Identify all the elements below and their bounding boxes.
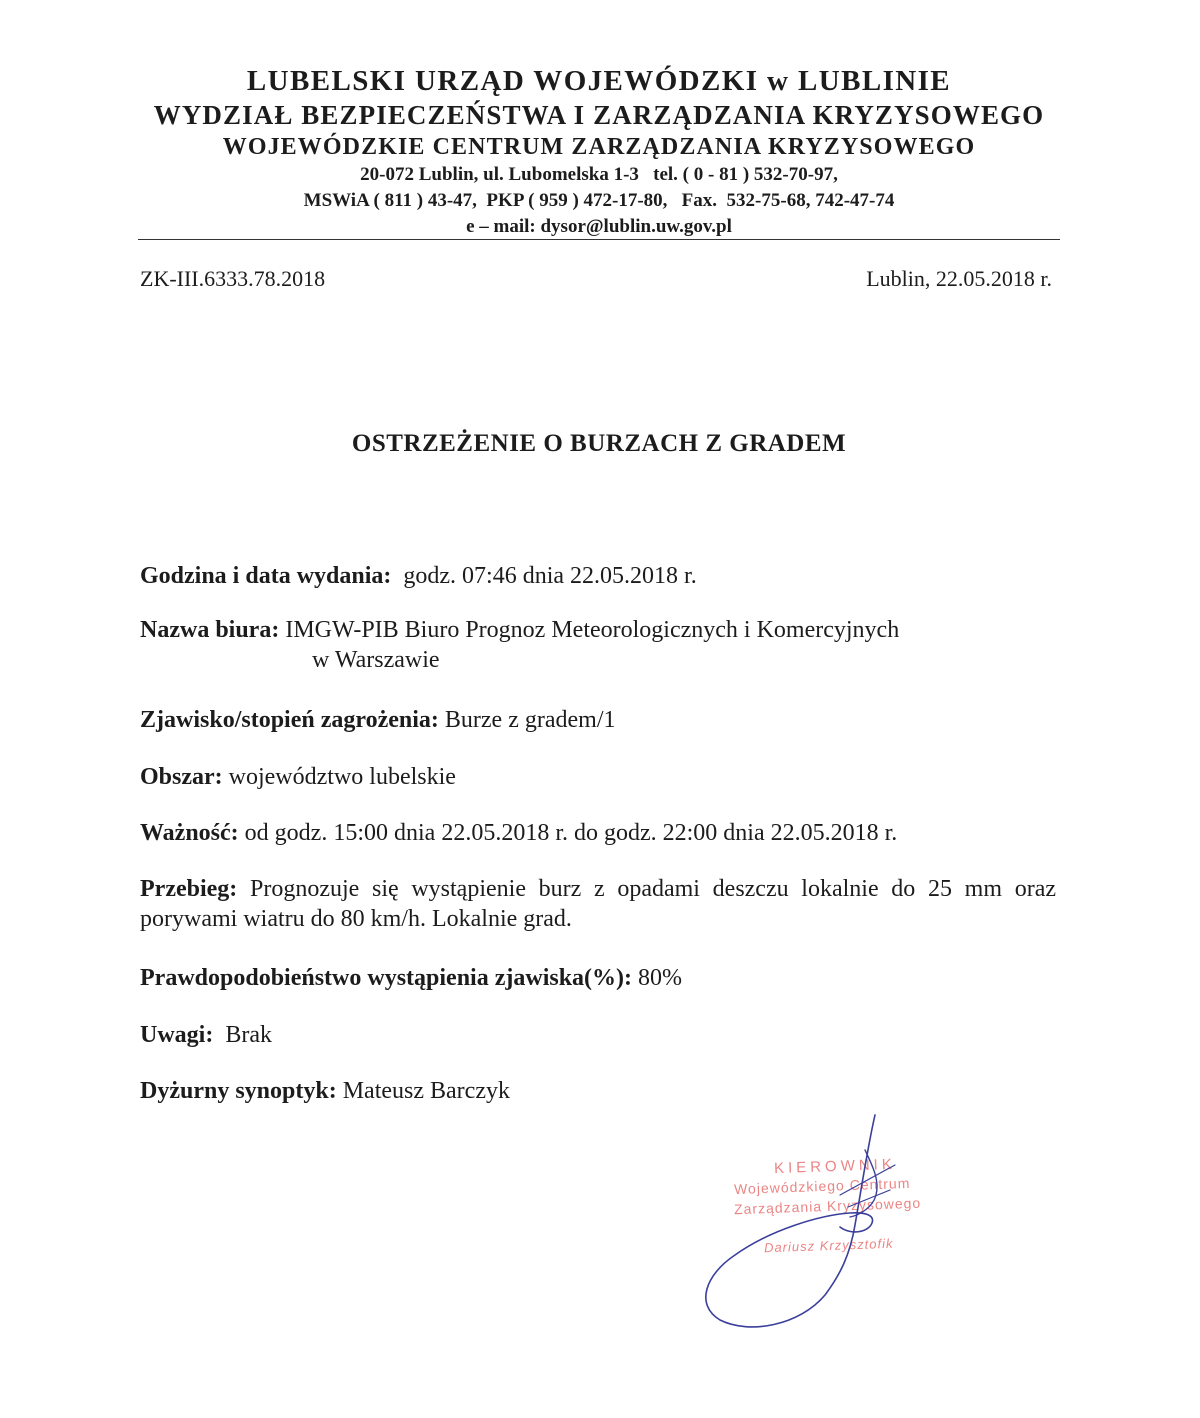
field-probability: [140, 963, 1056, 993]
field-forecaster: [140, 1076, 1056, 1106]
place-date: Lublin, 22.05.2018 r.: [866, 266, 1052, 291]
field-office: [140, 615, 1056, 675]
letterhead-phones: MSWiA ( 811 ) 43-47, PKP ( 959 ) 472-17-80, Fax. 532-75-68, 742-47-74: [303, 190, 895, 211]
stamp-unit-line1: Wojewódzkiego Centrum: [733, 1174, 911, 1198]
letterhead-address: 20-072 Lublin, ul. Lubomelska 1-3 tel. ( 0 - 81 ) 532-70-97,: [360, 164, 838, 185]
field-value-continued: w Warszawie: [312, 647, 440, 673]
field-remarks: [140, 1020, 1056, 1050]
letterhead-department: WYDZIAŁ BEZPIECZEŃSTWA I ZARZĄDZANIA KRYZYSOWEGO: [153, 100, 1045, 130]
field-value: województwo lubelskie: [228, 764, 456, 790]
field-value: godz. 07:46 dnia 22.05.2018 r.: [403, 563, 697, 589]
field-value: Prognozuje się wystąpienie burz z opadami deszczu lokalnie do 25 mm oraz porywami wiatru do 80 km/h. Lokalnie grad.: [140, 876, 1057, 932]
header-divider: [138, 239, 1060, 240]
field-label: Nazwa biura:: [140, 617, 280, 643]
stamp-unit-line2: Zarządzania Kryzysowego: [733, 1194, 922, 1218]
letterhead: [138, 64, 1060, 240]
letterhead-office: LUBELSKI URZĄD WOJEWÓDZKI w LUBLINIE: [246, 65, 952, 97]
field-value: 80%: [638, 965, 683, 991]
field-value: Brak: [225, 1022, 272, 1048]
field-issue-time: [140, 561, 1056, 591]
warning-title: OSTRZEŻENIE O BURZACH Z GRADEM: [351, 430, 847, 457]
field-validity: [140, 818, 1056, 848]
field-value: Mateusz Barczyk: [342, 1078, 510, 1104]
field-label: Ważność:: [140, 820, 239, 846]
field-phenomenon: [140, 705, 1056, 735]
field-label: Uwagi:: [140, 1022, 214, 1048]
handwritten-signature: [690, 1105, 990, 1355]
stamp-title: KIEROWNIK: [773, 1155, 897, 1178]
field-label: Przebieg:: [140, 876, 238, 902]
field-label: Prawdopodobieństwo wystąpienia zjawiska(%):: [140, 965, 633, 991]
field-course: [140, 874, 1056, 934]
field-label: Zjawisko/stopień zagrożenia:: [140, 707, 439, 733]
letterhead-email: e – mail: dysor@lublin.uw.gov.pl: [466, 216, 732, 237]
field-label: Godzina i data wydania:: [140, 563, 392, 589]
field-value: od godz. 15:00 dnia 22.05.2018 r. do godz. 22:00 dnia 22.05.2018 r.: [244, 820, 898, 846]
field-value: IMGW-PIB Biuro Prognoz Meteorologicznych i Komercyjnych: [285, 617, 900, 643]
field-label: Obszar:: [140, 764, 223, 790]
field-value: Burze z gradem/1: [444, 707, 616, 733]
stamp-name: Dariusz Krzysztofik: [763, 1235, 894, 1256]
field-label: Dyżurny synoptyk:: [140, 1078, 337, 1104]
field-area: [140, 762, 1056, 792]
reference-number: ZK-III.6333.78.2018: [140, 266, 326, 291]
letterhead-center: WOJEWÓDZKIE CENTRUM ZARZĄDZANIA KRYZYSOWEGO: [222, 134, 976, 160]
